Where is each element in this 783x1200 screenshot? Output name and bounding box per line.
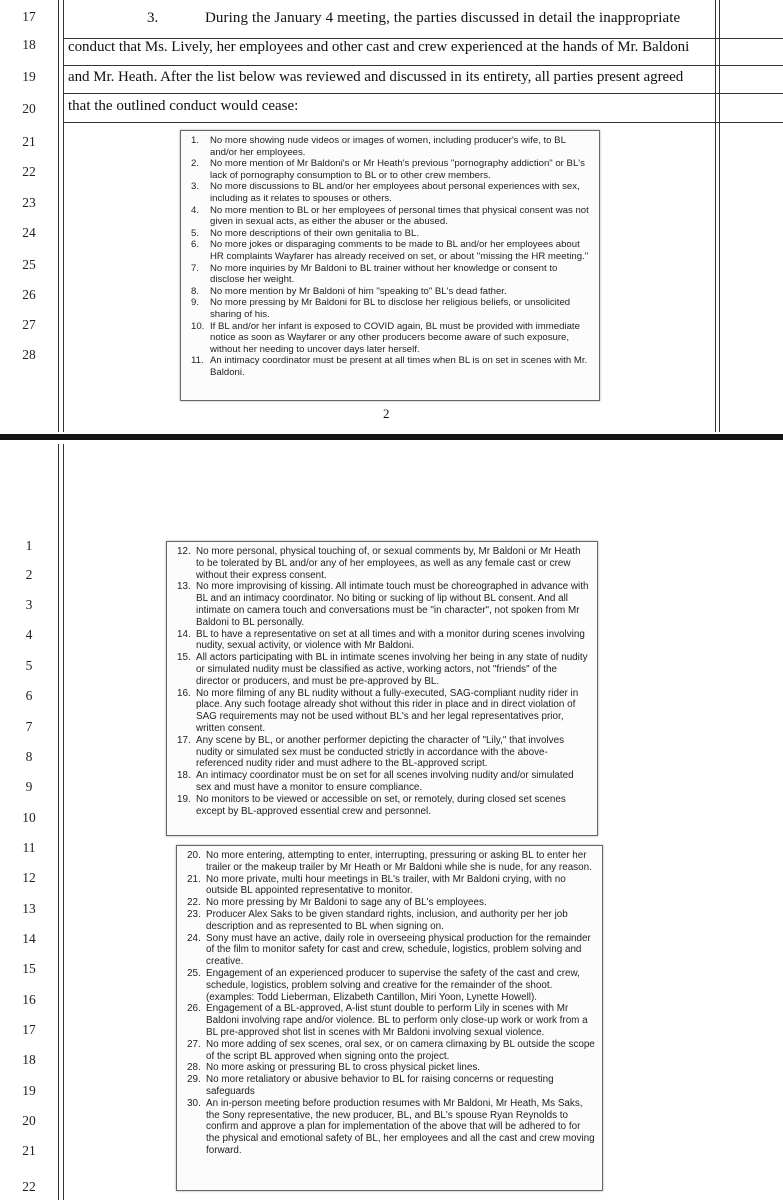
list-item: [187, 933, 596, 968]
line-number: 22: [22, 164, 36, 179]
line-number: 23: [22, 195, 36, 210]
paragraph-line: conduct that Ms. Lively, her employees and other cast and crew experienced at the hands of Mr. Baldoni: [68, 39, 690, 55]
page-number: 2: [383, 406, 390, 421]
list-item: [177, 794, 591, 818]
list-item-text: Producer Alex Saks to be given standard rights, inclusion, and authority per her job description and as represented to BL when signing on.: [206, 908, 568, 932]
list-item: [187, 909, 596, 933]
list-item-number: 1.: [191, 135, 200, 146]
line-number: 20: [22, 101, 36, 116]
list-item-text: No more discussions to BL and/or her employees about personal experiences with sex, including as it relates to spouses or others.: [210, 181, 580, 204]
list-item-text: An intimacy coordinator must be on set for all scenes involving nudity and/or simulated sex and must have a monitor to ensure compliance.: [196, 770, 574, 793]
page-separator: [0, 434, 783, 440]
list-item: [177, 735, 591, 770]
list-item: [187, 1062, 596, 1074]
line-number: 16: [22, 992, 36, 1007]
list-item: [177, 581, 591, 628]
list-item: [177, 770, 591, 794]
list-item-text: No more adding of sex scenes, oral sex, or on camera climaxing by BL outside the scope of the script BL approved when signing onto the project.: [206, 1038, 595, 1062]
list-item-number: 17.: [177, 734, 191, 746]
line-number: 1: [25, 538, 33, 553]
line-number: 15: [22, 961, 36, 976]
line-number: 8: [25, 749, 33, 764]
list-item: [177, 546, 591, 581]
line-number: 19: [22, 69, 36, 84]
line-number: 13: [22, 901, 36, 916]
list-item: [187, 968, 596, 1003]
line-number: 4: [25, 627, 33, 642]
list-item-text: Engagement of an experienced producer to supervise the safety of the cast and crew, schedule, logistics, problem solving and creative for the remainder of the shoot. (examples: Todd Lieberman, Elizabeth Cantillon, Miri Yoon, Lynette Howell).: [206, 967, 580, 1003]
list-item-text: No more entering, attempting to enter, interrupting, pressuring or asking BL to enter her trailer or the makeup trailer by Mr Heath or Mr Baldoni while she is nude, for any reason.: [206, 850, 592, 873]
list-item: [191, 263, 593, 286]
list-item-number: 7.: [191, 262, 200, 274]
line-number: 18: [22, 1052, 36, 1067]
line-number: 21: [22, 1143, 36, 1158]
list-item-number: 14.: [177, 628, 191, 640]
list-item-text: No more pressing by Mr Baldoni to sage any of BL's employees.: [206, 897, 487, 909]
line-number: 17: [22, 9, 36, 24]
list-item-text: No more filming of any BL nudity without a fully-executed, SAG-compliant nudity rider in place. Any such footage already shot without this rider in place and in direct violation of SAG requirements may not be used without BL's and her legal representatives prior, written consent.: [196, 687, 579, 734]
margin-rule: [58, 0, 59, 432]
list-item-number: 13.: [177, 581, 191, 593]
line-number: 12: [22, 870, 36, 885]
document-page-bottom: [0, 444, 783, 1200]
list-item-number: 27.: [187, 1038, 201, 1050]
list-item: [187, 1098, 596, 1157]
list-item: [191, 158, 593, 181]
line-number: 20: [22, 1113, 36, 1128]
list-item-number: 4.: [191, 204, 200, 216]
list-item-number: 3.: [191, 181, 200, 193]
list-item-number: 18.: [177, 770, 191, 782]
list-item-number: 28.: [187, 1062, 201, 1074]
paragraph-number: 3.: [147, 10, 159, 26]
list-item-text: BL to have a representative on set at all times and with a monitor during scenes involving nudity, sexual activity, or violence with Mr Baldoni.: [196, 628, 585, 652]
list-item: [187, 1003, 596, 1038]
list-item-number: 6.: [191, 239, 200, 251]
line-number: 5: [25, 658, 33, 673]
list-item-text: No more asking or pressuring BL to cross physical picket lines.: [206, 1062, 481, 1074]
list-item-text: All actors participating with BL in intimate scenes involving her being in any state of nudity or simulated nudity must be classified as active, working actors, not "friends" of the director or producers, and must be pre-approved by BL.: [196, 652, 588, 687]
conduct-list-box: [180, 130, 600, 401]
conduct-list-box: [176, 845, 603, 1191]
line-number: 21: [22, 134, 36, 149]
list-item: [187, 850, 596, 874]
list-item-text: No more inquiries by Mr Baldoni to BL trainer without her knowledge or consent to disclose her weight.: [210, 262, 558, 286]
margin-rule: [58, 444, 59, 1200]
list-item-number: 15.: [177, 652, 191, 664]
line-number: 10: [22, 810, 36, 825]
list-item: [187, 1074, 596, 1098]
list-item: [177, 652, 591, 687]
line-number: 17: [22, 1022, 36, 1037]
list-item-number: 22.: [187, 897, 201, 909]
list-item-number: 20.: [187, 850, 201, 861]
line-rule: [64, 122, 783, 123]
list-item-text: An intimacy coordinator must be present at all times when BL is on set in scenes with Mr. Baldoni.: [210, 355, 588, 378]
list-item-text: No more personal, physical touching of, or sexual comments by, Mr Baldoni or Mr Heath to be tolerated by BL and/or any of her employees, as well as any female cast or crew without their express consent.: [196, 546, 581, 581]
list-item-number: 25.: [187, 967, 201, 979]
list-item: [191, 135, 593, 158]
line-number: 22: [22, 1179, 36, 1194]
list-item-text: No more mention of Mr Baldoni's or Mr Heath's previous "pornography addiction" or BL's lack of pornography consumption to BL or to other crew members.: [210, 158, 585, 181]
list-item-text: If BL and/or her infant is exposed to COVID again, BL must be provided with immediate notice as soon as Wayfarer or any other producers become aware of such exposure, without her needing to uncover days later herself.: [210, 320, 580, 355]
line-number: 7: [25, 719, 33, 734]
list-item-text: No more retaliatory or abusive behavior to BL for raising concerns or requesting safeguards: [206, 1074, 554, 1097]
list-item: [187, 874, 596, 898]
line-number: 24: [22, 225, 36, 240]
line-number: 9: [25, 779, 33, 794]
list-item-number: 8.: [191, 285, 200, 297]
list-item-text: No more private, multi hour meetings in BL's trailer, with Mr Baldoni crying, with no outside BL appointed representative to monitor.: [206, 873, 566, 897]
list-item-number: 29.: [187, 1074, 201, 1086]
list-item: [191, 228, 593, 240]
list-item: [191, 321, 593, 356]
line-number: 3: [25, 597, 33, 612]
list-item-text: Engagement of a BL-approved, A-list stunt double to perform Lily in scenes with Mr Baldoni involving rape and/or violence. BL to perform only close-up work or work from a BL pre-approved shot list in scenes with Mr Baldoni involving sexual violence.: [206, 1003, 588, 1038]
list-item: [191, 297, 593, 320]
list-item-text: No more mention by Mr Baldoni of him "speaking to" BL's dead father.: [210, 285, 507, 297]
list-item-number: 30.: [187, 1097, 201, 1109]
list-item: [191, 239, 593, 262]
list-item-text: No more descriptions of their own genitalia to BL.: [210, 227, 420, 239]
list-item-number: 2.: [191, 158, 200, 170]
list-item-number: 21.: [187, 873, 201, 885]
list-item-number: 10.: [191, 320, 205, 332]
paragraph-line: During the January 4 meeting, the parties discussed in detail the inappropriate: [205, 10, 681, 26]
line-number: 2: [25, 567, 33, 582]
list-item-number: 16.: [177, 687, 191, 699]
list-item-text: An in-person meeting before production resumes with Mr Baldoni, Mr Heath, Ms Saks, the Sony representative, the new producer, BL, and BL's spouse Ryan Reynolds to confirm and approve a plan for implementation of the above that will be adhered to for the physical and emotional safety of BL, her employees and all the cast and crew moving forward.: [206, 1097, 595, 1156]
list-item-number: 26.: [187, 1003, 201, 1015]
line-number: 26: [22, 287, 36, 302]
line-number: 14: [22, 931, 36, 946]
document-page-top: [0, 0, 783, 432]
list-item-text: Any scene by BL, or another performer depicting the character of "Lily," that involves nudity or simulated sex must be conducted strictly in accordance with the above-referenced nudity rider and must adhere to the BL-approved script.: [196, 734, 565, 770]
list-item-number: 19.: [177, 793, 191, 805]
paragraph-3: [68, 5, 712, 115]
margin-rule: [63, 444, 64, 1200]
list-item-number: 5.: [191, 227, 200, 239]
list-item-text: No more jokes or disparaging comments to be made to BL and/or her employees about HR complaints Wayfarer has already received on set, or about "missing the HR meeting.": [210, 239, 589, 262]
line-number: 6: [25, 688, 33, 703]
list-item: [177, 688, 591, 735]
paragraph-line: that the outlined conduct would cease:: [68, 98, 299, 114]
line-number: 19: [22, 1083, 36, 1098]
list-item-text: Sony must have an active, daily role in overseeing physical production for the remainder of the film to monitor safety for cast and crew, schedule, logistics, problem solving and creative.: [206, 932, 591, 968]
list-item-text: No more showing nude videos or images of women, including producer's wife, to BL and/or her employees.: [210, 135, 566, 158]
list-item: [187, 897, 596, 909]
list-item-number: 23.: [187, 908, 201, 920]
line-number: 28: [22, 347, 36, 362]
paragraph-line: and Mr. Heath. After the list below was reviewed and discussed in its entirety, all parties present agreed: [68, 69, 684, 85]
list-item-text: No more mention to BL or her employees of personal times that physical consent was not given in sexual acts, as either the abuser or the abused.: [210, 204, 589, 228]
list-item: [191, 286, 593, 298]
list-item: [177, 629, 591, 653]
list-item: [191, 355, 593, 378]
list-item-text: No more improvising of kissing. All intimate touch must be choreographed in advance with BL and an intimacy coordinator. No biting or sucking of lip without BL consent. And all intimate on camera touch and conversations must be "in character", not spoken from Mr Baldoni to BL personally.: [196, 581, 589, 628]
conduct-list-box: [166, 541, 598, 836]
list-item: [191, 205, 593, 228]
list-item-number: 12.: [177, 546, 191, 557]
line-number: 18: [22, 37, 36, 52]
list-item-number: 11.: [191, 355, 204, 367]
list-item-number: 24.: [187, 932, 201, 944]
list-item-text: No monitors to be viewed or accessible on set, or remotely, during closed set scenes except by BL-approved essential crew and personnel.: [196, 793, 566, 817]
list-item-text: No more pressing by Mr Baldoni for BL to disclose her religious beliefs, or unsolicited sharing of his.: [210, 297, 571, 320]
line-number: 25: [22, 257, 36, 272]
list-item: [187, 1039, 596, 1063]
list-item-number: 9.: [191, 297, 200, 309]
line-number: 27: [22, 317, 36, 332]
line-number: 11: [22, 840, 36, 855]
list-item: [191, 181, 593, 204]
